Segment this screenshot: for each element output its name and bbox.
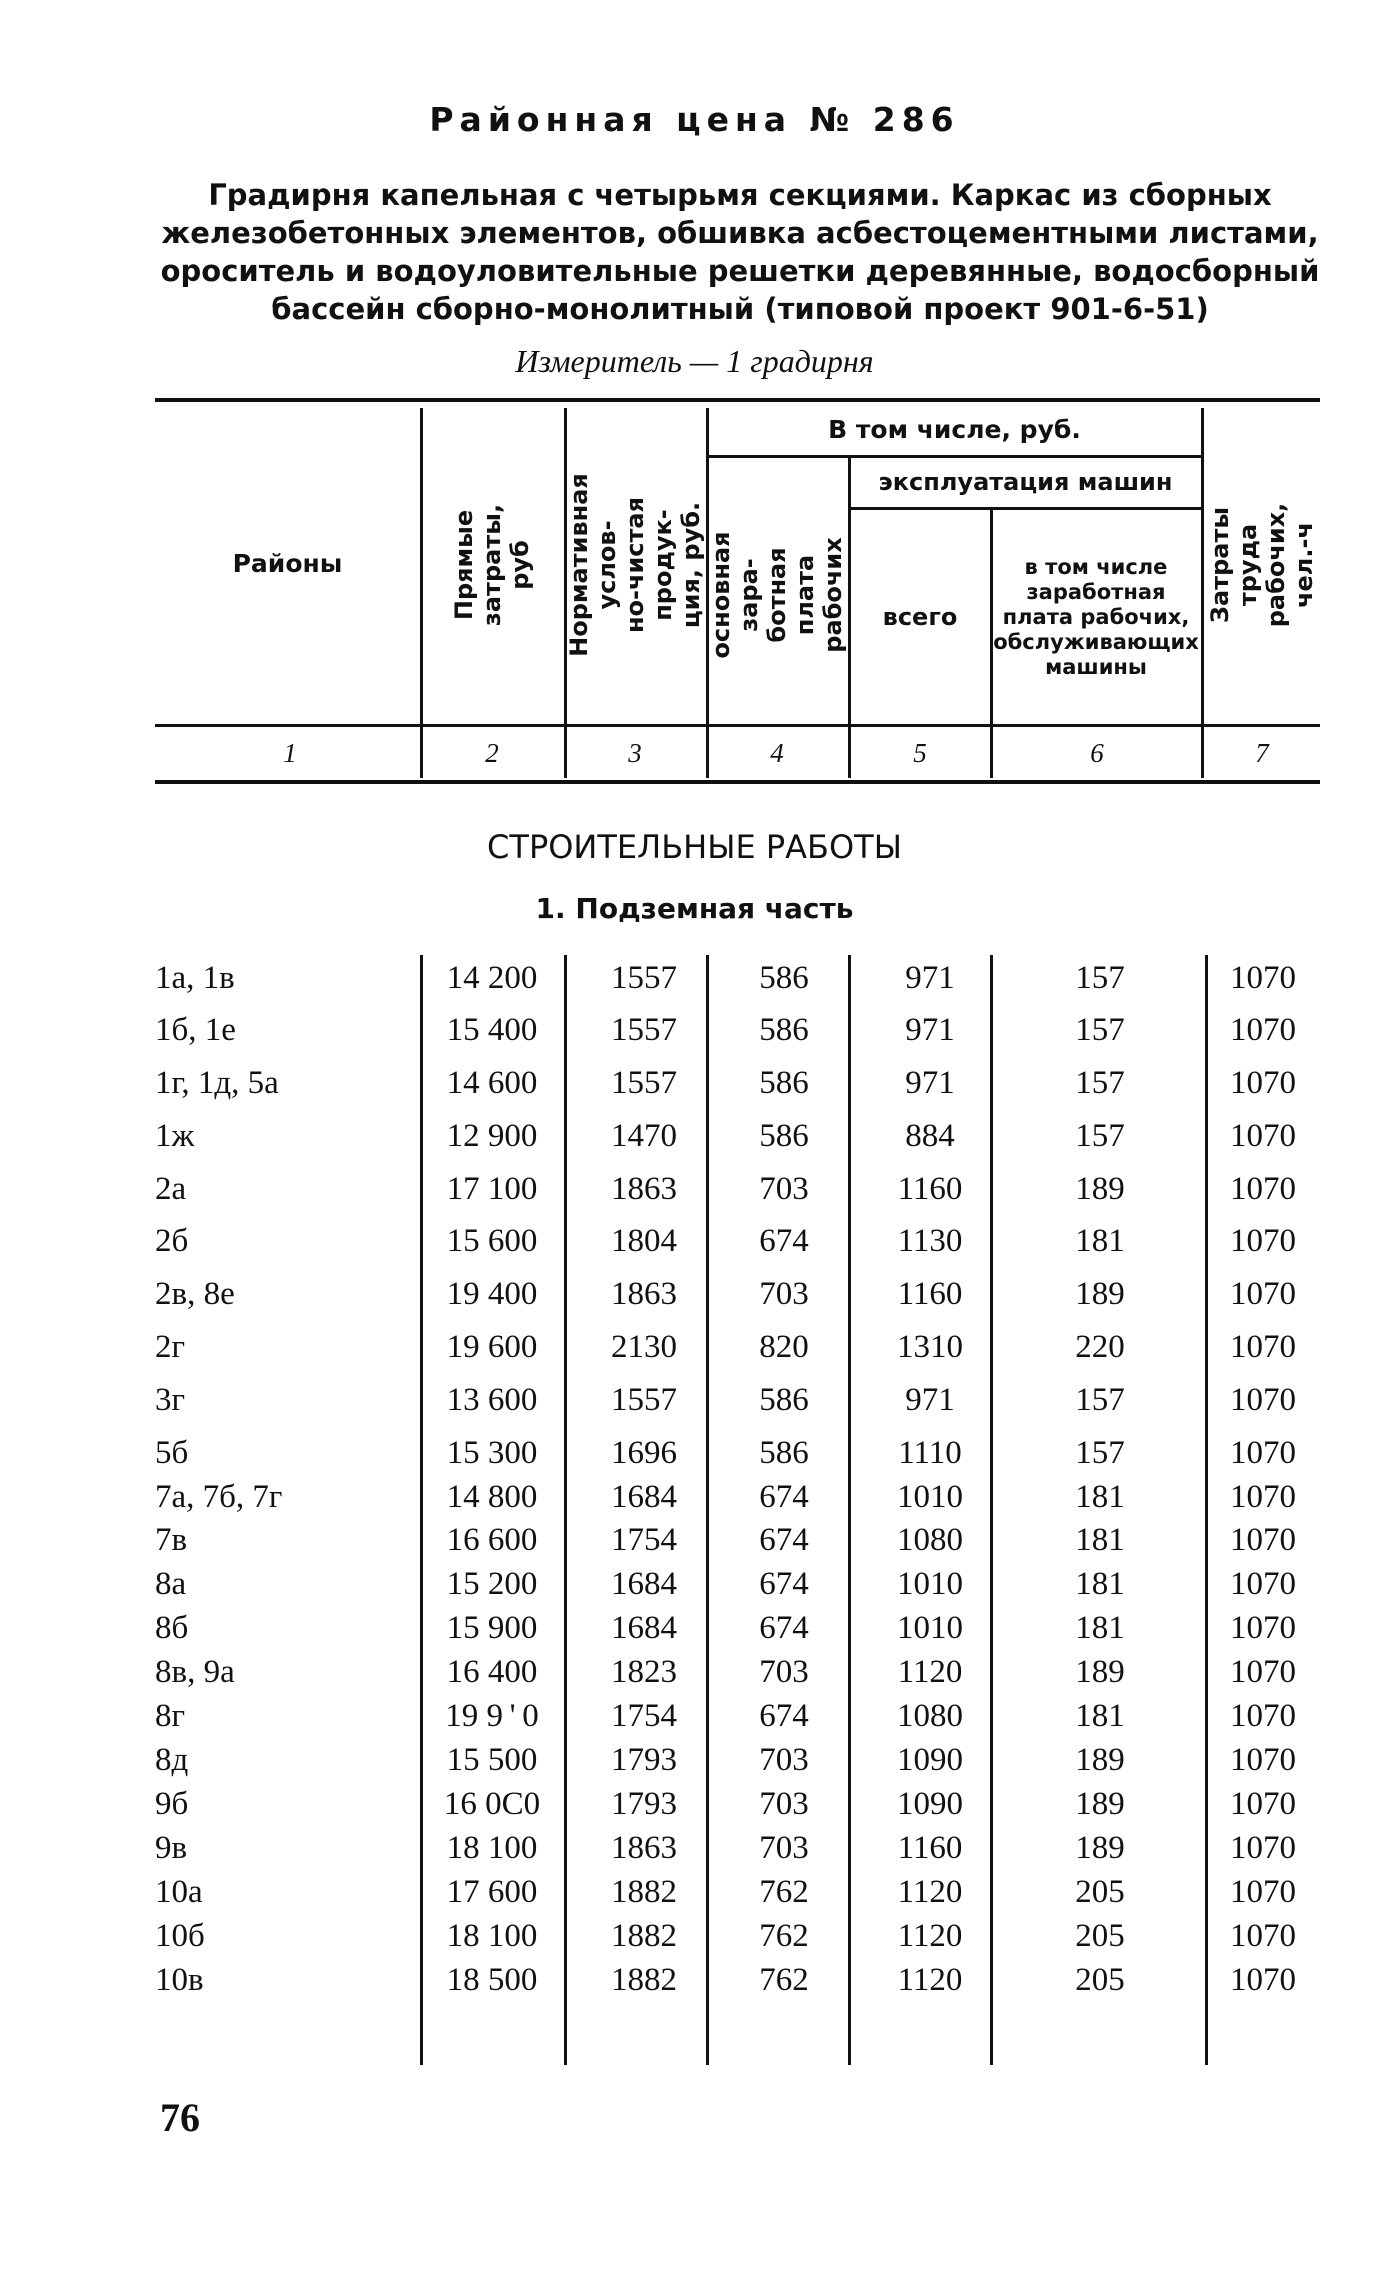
value-cell-c6: 189 bbox=[1075, 1171, 1125, 1207]
value-cell-c6: 181 bbox=[1075, 1566, 1125, 1602]
value-cell-c5: 1130 bbox=[897, 1223, 963, 1259]
value-cell-c3: 1696 bbox=[611, 1435, 677, 1471]
value-cell-c6: 157 bbox=[1075, 1382, 1125, 1418]
value-cell-c5: 1080 bbox=[897, 1698, 963, 1734]
region-cell: 8а bbox=[155, 1566, 187, 1602]
column-number: 3 bbox=[628, 738, 642, 768]
region-cell: 2б bbox=[155, 1223, 189, 1259]
value-cell-c6: 189 bbox=[1075, 1830, 1125, 1866]
page-title: Районная цена № 286 bbox=[429, 100, 960, 139]
value-cell-c5: 1310 bbox=[897, 1329, 963, 1365]
value-cell-c4: 586 bbox=[759, 1382, 809, 1418]
region-cell: 8б bbox=[155, 1610, 189, 1646]
value-cell-c4: 674 bbox=[759, 1610, 809, 1646]
value-cell-c2: 15 600 bbox=[446, 1223, 538, 1259]
table-row bbox=[0, 1219, 1389, 1263]
value-cell-c2: 15 300 bbox=[446, 1435, 538, 1471]
value-cell-c6: 181 bbox=[1075, 1610, 1125, 1646]
value-cell-c3: 1684 bbox=[611, 1610, 677, 1646]
value-cell-c5: 1160 bbox=[897, 1830, 963, 1866]
region-cell: 10в bbox=[155, 1962, 204, 1998]
value-cell-c6: 181 bbox=[1075, 1522, 1125, 1558]
value-cell-c6: 157 bbox=[1075, 1118, 1125, 1154]
region-cell: 1а, 1в bbox=[155, 960, 235, 996]
region-cell: 5б bbox=[155, 1435, 189, 1471]
table-row bbox=[0, 1958, 1389, 2002]
table-row bbox=[0, 1738, 1389, 1782]
value-cell-c7: 1070 bbox=[1230, 1786, 1296, 1822]
value-cell-c6: 189 bbox=[1075, 1276, 1125, 1312]
value-cell-c3: 1470 bbox=[611, 1118, 677, 1154]
value-cell-c7: 1070 bbox=[1230, 1479, 1296, 1515]
value-cell-c6: 157 bbox=[1075, 960, 1125, 996]
value-cell-c7: 1070 bbox=[1230, 1962, 1296, 1998]
value-cell-c4: 586 bbox=[759, 1012, 809, 1048]
value-cell-c3: 1684 bbox=[611, 1566, 677, 1602]
value-cell-c7: 1070 bbox=[1230, 1276, 1296, 1312]
value-cell-c2: 14 200 bbox=[446, 960, 538, 996]
value-cell-c5: 971 bbox=[905, 1065, 955, 1101]
value-cell-c5: 1090 bbox=[897, 1742, 963, 1778]
value-cell-c4: 703 bbox=[759, 1171, 809, 1207]
header-bottom-rule bbox=[155, 724, 1320, 727]
value-cell-c2: 15 500 bbox=[446, 1742, 538, 1778]
value-cell-c2: 17 600 bbox=[446, 1874, 538, 1910]
value-cell-c6: 205 bbox=[1075, 1874, 1125, 1910]
table-row bbox=[0, 956, 1389, 1000]
region-cell: 9в bbox=[155, 1830, 188, 1866]
value-cell-c7: 1070 bbox=[1230, 960, 1296, 996]
value-cell-c2: 16 600 bbox=[446, 1522, 538, 1558]
value-cell-c2: 19 9 ' 0 bbox=[445, 1698, 539, 1734]
value-cell-c4: 703 bbox=[759, 1276, 809, 1312]
value-cell-c7: 1070 bbox=[1230, 1918, 1296, 1954]
table-row bbox=[0, 1562, 1389, 1606]
table-row bbox=[0, 1061, 1389, 1105]
value-cell-c7: 1070 bbox=[1230, 1435, 1296, 1471]
value-cell-c6: 189 bbox=[1075, 1742, 1125, 1778]
region-cell: 1г, 1д, 5а bbox=[155, 1065, 279, 1101]
value-cell-c6: 181 bbox=[1075, 1479, 1125, 1515]
value-cell-c4: 703 bbox=[759, 1830, 809, 1866]
table-row bbox=[0, 1650, 1389, 1694]
value-cell-c4: 762 bbox=[759, 1918, 809, 1954]
column-number: 6 bbox=[1090, 738, 1104, 768]
region-cell: 8д bbox=[155, 1742, 189, 1778]
value-cell-c5: 1010 bbox=[897, 1479, 963, 1515]
value-cell-c4: 820 bbox=[759, 1329, 809, 1365]
header-vline-6 bbox=[1201, 408, 1204, 778]
value-cell-c5: 1120 bbox=[897, 1874, 963, 1910]
section-title: СТРОИТЕЛЬНЫЕ РАБОТЫ bbox=[487, 828, 902, 866]
value-cell-c5: 1120 bbox=[897, 1918, 963, 1954]
value-cell-c7: 1070 bbox=[1230, 1382, 1296, 1418]
header-including-rub: В том числе, руб. bbox=[828, 414, 1081, 444]
value-cell-c3: 1823 bbox=[611, 1654, 677, 1690]
value-cell-c6: 157 bbox=[1075, 1012, 1125, 1048]
value-cell-c3: 1557 bbox=[611, 1065, 677, 1101]
value-cell-c6: 157 bbox=[1075, 1435, 1125, 1471]
value-cell-c2: 14 600 bbox=[446, 1065, 538, 1101]
value-cell-c4: 674 bbox=[759, 1698, 809, 1734]
header-machines-total: всего bbox=[882, 603, 958, 631]
value-cell-c5: 1010 bbox=[897, 1610, 963, 1646]
value-cell-c4: 674 bbox=[759, 1566, 809, 1602]
value-cell-c3: 1863 bbox=[611, 1830, 677, 1866]
column-numbers-bottom-rule bbox=[155, 780, 1320, 784]
value-cell-c3: 1557 bbox=[611, 1012, 677, 1048]
value-cell-c5: 1090 bbox=[897, 1786, 963, 1822]
value-cell-c3: 1863 bbox=[611, 1171, 677, 1207]
table-row bbox=[0, 1518, 1389, 1562]
value-cell-c5: 971 bbox=[905, 1382, 955, 1418]
value-cell-c3: 1793 bbox=[611, 1742, 677, 1778]
value-cell-c3: 1863 bbox=[611, 1276, 677, 1312]
value-cell-c6: 181 bbox=[1075, 1698, 1125, 1734]
value-cell-c3: 1684 bbox=[611, 1479, 677, 1515]
value-cell-c2: 15 900 bbox=[446, 1610, 538, 1646]
value-cell-c6: 189 bbox=[1075, 1654, 1125, 1690]
value-cell-c2: 19 600 bbox=[446, 1329, 538, 1365]
value-cell-c7: 1070 bbox=[1230, 1698, 1296, 1734]
value-cell-c5: 971 bbox=[905, 1012, 955, 1048]
table-row bbox=[0, 1325, 1389, 1369]
value-cell-c5: 1160 bbox=[897, 1171, 963, 1207]
table-row bbox=[0, 1114, 1389, 1158]
value-cell-c2: 15 200 bbox=[446, 1566, 538, 1602]
table-row bbox=[0, 1606, 1389, 1650]
subsection-title: 1. Подземная часть bbox=[535, 892, 854, 925]
value-cell-c5: 971 bbox=[905, 960, 955, 996]
region-cell: 10а bbox=[155, 1874, 203, 1910]
value-cell-c5: 1160 bbox=[897, 1276, 963, 1312]
value-cell-c4: 674 bbox=[759, 1479, 809, 1515]
page-number: 76 bbox=[160, 2095, 200, 2140]
value-cell-c4: 586 bbox=[759, 1118, 809, 1154]
value-cell-c4: 674 bbox=[759, 1223, 809, 1259]
column-number: 4 bbox=[770, 738, 784, 768]
value-cell-c2: 15 400 bbox=[446, 1012, 538, 1048]
value-cell-c7: 1070 bbox=[1230, 1654, 1296, 1690]
value-cell-c2: 18 100 bbox=[446, 1830, 538, 1866]
document-subtitle: Градирня капельная с четырьмя секциями. Каркас из сборных железобетонных элементов, обшивка асбестоцементными листами, ороситель и водоуловительные решетки деревянные, водосборный бассейн сборно-монолитный (типовой проект 901-6-51) bbox=[160, 178, 1320, 326]
value-cell-c2: 16 400 bbox=[446, 1654, 538, 1690]
column-number: 7 bbox=[1255, 738, 1269, 768]
header-vline-1 bbox=[420, 408, 423, 778]
value-cell-c6: 189 bbox=[1075, 1786, 1125, 1822]
column-number: 1 bbox=[283, 738, 297, 768]
value-cell-c2: 17 100 bbox=[446, 1171, 538, 1207]
table-row bbox=[0, 1167, 1389, 1211]
table-row bbox=[0, 1914, 1389, 1958]
value-cell-c4: 586 bbox=[759, 1435, 809, 1471]
measure-unit: Измеритель — 1 градирня bbox=[515, 343, 874, 379]
value-cell-c6: 205 bbox=[1075, 1918, 1125, 1954]
value-cell-c7: 1070 bbox=[1230, 1118, 1296, 1154]
value-cell-c7: 1070 bbox=[1230, 1223, 1296, 1259]
header-regions: Районы bbox=[232, 548, 343, 578]
value-cell-c2: 12 900 bbox=[446, 1118, 538, 1154]
value-cell-c7: 1070 bbox=[1230, 1012, 1296, 1048]
table-row bbox=[0, 1475, 1389, 1519]
region-cell: 3г bbox=[155, 1382, 186, 1418]
table-row bbox=[0, 1272, 1389, 1316]
value-cell-c3: 1882 bbox=[611, 1918, 677, 1954]
value-cell-c7: 1070 bbox=[1230, 1566, 1296, 1602]
value-cell-c7: 1070 bbox=[1230, 1329, 1296, 1365]
value-cell-c2: 13 600 bbox=[446, 1382, 538, 1418]
header-machine-operation: эксплуатация машин bbox=[878, 468, 1173, 496]
value-cell-c5: 1080 bbox=[897, 1522, 963, 1558]
value-cell-c4: 703 bbox=[759, 1742, 809, 1778]
value-cell-c5: 884 bbox=[905, 1118, 955, 1154]
value-cell-c5: 1120 bbox=[897, 1654, 963, 1690]
value-cell-c2: 14 800 bbox=[446, 1479, 538, 1515]
region-cell: 8в, 9а bbox=[155, 1654, 235, 1690]
value-cell-c4: 703 bbox=[759, 1786, 809, 1822]
value-cell-c7: 1070 bbox=[1230, 1874, 1296, 1910]
table-row bbox=[0, 1870, 1389, 1914]
value-cell-c2: 16 0С0 bbox=[443, 1786, 541, 1822]
table-row bbox=[0, 1008, 1389, 1052]
value-cell-c4: 762 bbox=[759, 1962, 809, 1998]
value-cell-c2: 18 100 bbox=[446, 1918, 538, 1954]
column-number: 2 bbox=[485, 738, 499, 768]
region-cell: 2г bbox=[155, 1329, 186, 1365]
value-cell-c6: 157 bbox=[1075, 1065, 1125, 1101]
region-cell: 10б bbox=[155, 1918, 205, 1954]
region-cell: 1б, 1е bbox=[155, 1012, 236, 1048]
header-machine-wages: в том числе заработная плата рабочих, обслуживающих машины bbox=[993, 554, 1199, 679]
region-cell: 7а, 7б, 7г bbox=[155, 1479, 283, 1515]
table-row bbox=[0, 1782, 1389, 1826]
value-cell-c3: 2130 bbox=[611, 1329, 677, 1365]
value-cell-c7: 1070 bbox=[1230, 1742, 1296, 1778]
value-cell-c3: 1754 bbox=[611, 1522, 677, 1558]
value-cell-c7: 1070 bbox=[1230, 1830, 1296, 1866]
value-cell-c4: 586 bbox=[759, 1065, 809, 1101]
value-cell-c5: 1010 bbox=[897, 1566, 963, 1602]
region-cell: 1ж bbox=[155, 1118, 195, 1154]
value-cell-c3: 1882 bbox=[611, 1874, 677, 1910]
value-cell-c3: 1557 bbox=[611, 960, 677, 996]
table-row bbox=[0, 1431, 1389, 1475]
value-cell-c2: 19 400 bbox=[446, 1276, 538, 1312]
value-cell-c4: 674 bbox=[759, 1522, 809, 1558]
value-cell-c7: 1070 bbox=[1230, 1171, 1296, 1207]
value-cell-c6: 181 bbox=[1075, 1223, 1125, 1259]
value-cell-c5: 1110 bbox=[898, 1435, 962, 1471]
region-cell: 9б bbox=[155, 1786, 189, 1822]
value-cell-c5: 1120 bbox=[897, 1962, 963, 1998]
region-cell: 2а bbox=[155, 1171, 187, 1207]
value-cell-c3: 1754 bbox=[611, 1698, 677, 1734]
value-cell-c3: 1557 bbox=[611, 1382, 677, 1418]
value-cell-c7: 1070 bbox=[1230, 1610, 1296, 1646]
column-number: 5 bbox=[913, 738, 927, 768]
value-cell-c6: 220 bbox=[1075, 1329, 1125, 1365]
region-cell: 2в, 8е bbox=[155, 1276, 235, 1312]
value-cell-c4: 586 bbox=[759, 960, 809, 996]
value-cell-c3: 1882 bbox=[611, 1962, 677, 1998]
value-cell-c7: 1070 bbox=[1230, 1065, 1296, 1101]
region-cell: 7в bbox=[155, 1522, 188, 1558]
value-cell-c6: 205 bbox=[1075, 1962, 1125, 1998]
value-cell-c7: 1070 bbox=[1230, 1522, 1296, 1558]
value-cell-c4: 703 bbox=[759, 1654, 809, 1690]
table-row bbox=[0, 1826, 1389, 1870]
value-cell-c4: 762 bbox=[759, 1874, 809, 1910]
value-cell-c3: 1793 bbox=[611, 1786, 677, 1822]
table-row bbox=[0, 1378, 1389, 1422]
value-cell-c2: 18 500 bbox=[446, 1962, 538, 1998]
region-cell: 8г bbox=[155, 1698, 186, 1734]
value-cell-c3: 1804 bbox=[611, 1223, 677, 1259]
table-row bbox=[0, 1694, 1389, 1738]
